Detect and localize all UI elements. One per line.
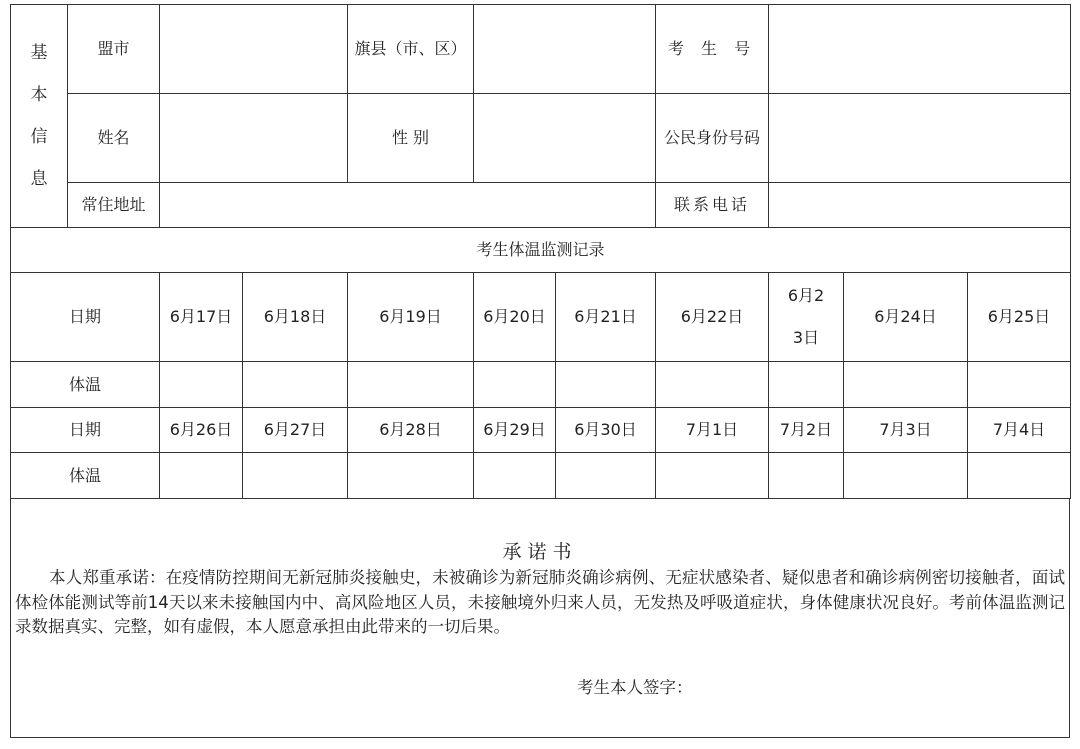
basic-info-section-cell xyxy=(11,5,68,228)
banner-county-label: 旗县（市、区） xyxy=(354,39,467,58)
address-label: 常住地址 xyxy=(68,183,160,228)
date-cell: 6月30日 xyxy=(556,408,656,453)
banner-county-field[interactable] xyxy=(474,5,656,94)
date-label-row2: 日期 xyxy=(11,408,160,453)
id-number-label: 公民身份号码 xyxy=(663,128,760,147)
phone-label: 联系电话 xyxy=(656,183,769,228)
date-cell: 6月21日 xyxy=(556,273,656,362)
temp-field[interactable] xyxy=(160,362,243,408)
temperature-title: 考生体温监测记录 xyxy=(11,228,1071,273)
temp-field[interactable] xyxy=(769,362,844,408)
temp-field[interactable] xyxy=(656,453,769,499)
temp-field[interactable] xyxy=(844,453,968,499)
temp-field[interactable] xyxy=(968,362,1071,408)
id-number-field[interactable] xyxy=(769,94,1071,183)
temp-field[interactable] xyxy=(968,453,1071,499)
temp-field[interactable] xyxy=(556,453,656,499)
date-cell: 7月1日 xyxy=(656,408,769,453)
date-cell: 6月19日 xyxy=(348,273,474,362)
temp-field[interactable] xyxy=(474,362,556,408)
date-cell: 6月17日 xyxy=(160,273,243,362)
id-number-label-cell xyxy=(656,94,769,183)
temp-field[interactable] xyxy=(844,362,968,408)
date-cell: 6月22日 xyxy=(656,273,769,362)
date-cell: 6月29日 xyxy=(474,408,556,453)
address-field[interactable] xyxy=(160,183,656,228)
name-label: 姓名 xyxy=(68,94,160,183)
banner-county-label-cell xyxy=(348,5,474,94)
date-cell: 7月2日 xyxy=(769,408,844,453)
temp-field[interactable] xyxy=(769,453,844,499)
date-cell: 6月24日 xyxy=(844,273,968,362)
exam-number-label: 考 生 号 xyxy=(656,5,769,94)
date-cell: 6月28日 xyxy=(348,408,474,453)
date-text: 6月23日 xyxy=(787,286,825,347)
date-cell: 6月18日 xyxy=(243,273,348,362)
date-cell: 7月3日 xyxy=(844,408,968,453)
temp-field[interactable] xyxy=(160,453,243,499)
info-table xyxy=(10,4,1071,499)
phone-field[interactable] xyxy=(769,183,1071,228)
pledge-section xyxy=(10,499,1070,738)
signature-label: 考生本人签字： xyxy=(577,678,693,697)
pledge-title: 承诺书 xyxy=(502,541,578,563)
date-cell: 6月27日 xyxy=(243,408,348,453)
temp-field[interactable] xyxy=(474,453,556,499)
league-city-label: 盟市 xyxy=(68,5,160,94)
gender-label: 性 别 xyxy=(348,94,474,183)
date-cell: 6月25日 xyxy=(968,273,1071,362)
temp-label-row1: 体温 xyxy=(11,362,160,408)
temp-field[interactable] xyxy=(243,362,348,408)
date-label-row1: 日期 xyxy=(11,273,160,362)
exam-number-field[interactable] xyxy=(769,5,1071,94)
pledge-body: 本人郑重承诺：在疫情防控期间无新冠肺炎接触史，未被确诊为新冠肺炎确诊病例、无症状感染者、疑似患者和确诊病例密切接触者，面试体检体能测试等前14天以来未接触国内中、高风险地区人员，未接触境外归来人员，无发热及呼吸道症状，身体健康状况良好。考前体温监测记录数据真实、完整，如有虚假，本人愿意承担由此带来的一切后果。 xyxy=(15,568,1065,636)
registration-form xyxy=(10,4,1070,737)
date-cell: 6月26日 xyxy=(160,408,243,453)
temp-field[interactable] xyxy=(656,362,769,408)
temp-field[interactable] xyxy=(243,453,348,499)
date-cell-wrapped xyxy=(769,273,844,362)
league-city-field[interactable] xyxy=(160,5,348,94)
temp-label-row2: 体温 xyxy=(11,453,160,499)
date-cell: 7月4日 xyxy=(968,408,1071,453)
basic-info-label: 基本信息 xyxy=(30,43,48,189)
date-cell: 6月20日 xyxy=(474,273,556,362)
gender-field[interactable] xyxy=(474,94,656,183)
temp-field[interactable] xyxy=(556,362,656,408)
temp-field[interactable] xyxy=(348,453,474,499)
name-field[interactable] xyxy=(160,94,348,183)
temp-field[interactable] xyxy=(348,362,474,408)
